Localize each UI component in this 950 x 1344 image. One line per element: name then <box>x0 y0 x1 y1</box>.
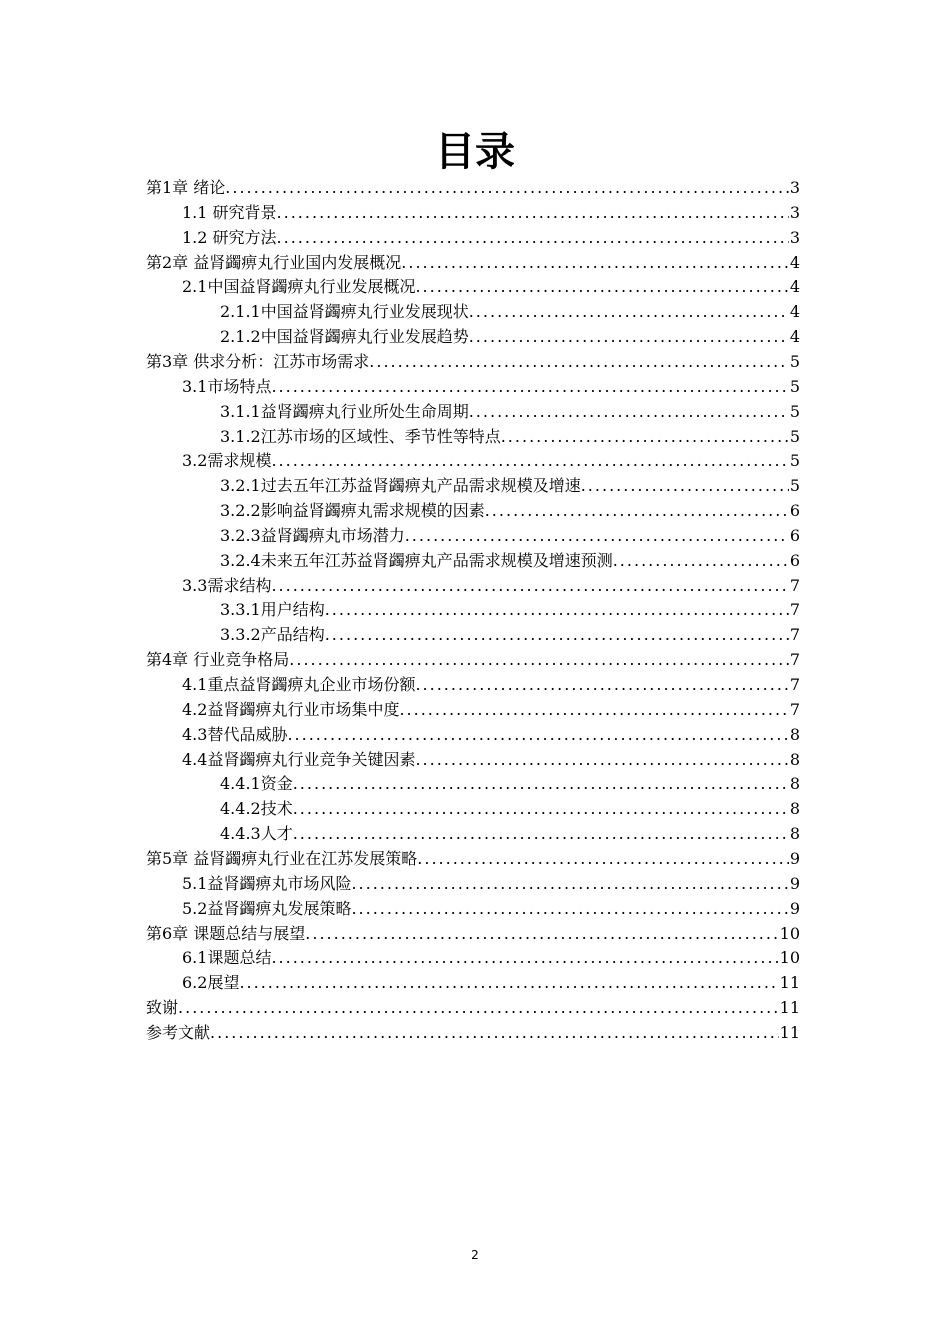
toc-entry-page: 3 <box>789 178 800 197</box>
dot-leader <box>613 549 789 573</box>
page-number: 2 <box>471 1248 479 1262</box>
toc-entry-label: 致谢 <box>146 998 179 1017</box>
toc-entry-label: 5.2益肾蠲痹丸发展策略 <box>182 899 352 918</box>
dot-leader <box>287 723 788 747</box>
dot-leader <box>277 226 789 250</box>
toc-entry[interactable] <box>146 1021 800 1045</box>
toc-entry[interactable] <box>182 897 800 921</box>
toc-entry-label: 4.4益肾蠲痹丸行业竞争关键因素 <box>182 750 416 769</box>
toc-entry[interactable] <box>146 176 800 200</box>
toc-entry-label: 4.4.1资金 <box>220 774 293 793</box>
toc-entry-label: 3.3需求结构 <box>182 576 272 595</box>
toc-entry[interactable] <box>220 474 800 498</box>
dot-leader <box>293 822 789 846</box>
toc-entry-label: 3.2.2影响益肾蠲痹丸需求规模的因素 <box>220 501 485 520</box>
dot-leader <box>271 449 788 473</box>
toc-entry-page: 11 <box>779 973 800 992</box>
toc-entry[interactable] <box>182 748 800 772</box>
toc-entry-page: 6 <box>789 526 800 545</box>
toc-entry-label: 第2章 益肾蠲痹丸行业国内发展概况 <box>146 253 402 272</box>
toc-entry-page: 6 <box>789 501 800 520</box>
toc-entry-label: 3.3.1用户结构 <box>220 600 325 619</box>
toc-entry-page: 7 <box>789 576 800 595</box>
toc-entry[interactable] <box>220 772 800 796</box>
toc-entry-page: 7 <box>789 625 800 644</box>
dot-leader <box>325 598 789 622</box>
toc-entry-label: 第1章 绪论 <box>146 178 226 197</box>
toc-entry-label: 第3章 供求分析：江苏市场需求 <box>146 352 370 371</box>
toc-entry[interactable] <box>220 325 800 349</box>
toc-entry[interactable] <box>182 201 800 225</box>
toc-entry-page: 7 <box>789 675 800 694</box>
toc-entry-label: 3.2.1过去五年江苏益肾蠲痹丸产品需求规模及增速 <box>220 476 581 495</box>
dot-leader <box>405 524 789 548</box>
toc-entry-page: 5 <box>789 377 800 396</box>
toc-entry[interactable] <box>220 300 800 324</box>
dot-leader <box>581 474 789 498</box>
toc-entry[interactable] <box>146 922 800 946</box>
toc-entry[interactable] <box>182 698 800 722</box>
toc-entry-page: 11 <box>779 1023 800 1042</box>
toc-entry-page: 8 <box>789 799 800 818</box>
toc-entry-label: 1.2 研究方法 <box>182 228 277 247</box>
toc-entry-label: 6.1课题总结 <box>182 948 272 967</box>
dot-leader <box>369 350 789 374</box>
toc-entry[interactable] <box>182 946 800 970</box>
dot-leader <box>271 375 788 399</box>
dot-leader <box>415 673 788 697</box>
toc-entry-label: 3.1市场特点 <box>182 377 272 396</box>
toc-entry-page: 4 <box>789 277 800 296</box>
toc-entry-page: 5 <box>789 427 800 446</box>
toc-entry-page: 9 <box>789 899 800 918</box>
toc-entry-label: 4.2益肾蠲痹丸行业市场集中度 <box>182 700 400 719</box>
toc-entry-label: 3.1.1益肾蠲痹丸行业所处生命周期 <box>220 402 469 421</box>
toc-entry-label: 4.4.2技术 <box>220 799 293 818</box>
dot-leader <box>417 847 789 871</box>
toc-entry[interactable] <box>146 251 800 275</box>
toc-entry[interactable] <box>182 872 800 896</box>
toc-entry[interactable] <box>220 623 800 647</box>
toc-entry-label: 3.1.2江苏市场的区域性、季节性等特点 <box>220 427 501 446</box>
toc-entry-label: 1.1 研究背景 <box>182 203 277 222</box>
toc-entry[interactable] <box>182 723 800 747</box>
toc-entry-label: 3.2需求规模 <box>182 451 272 470</box>
dot-leader <box>351 872 788 896</box>
dot-leader <box>225 176 789 200</box>
dot-leader <box>325 623 789 647</box>
toc-entry-page: 11 <box>779 998 800 1017</box>
dot-leader <box>415 748 788 772</box>
dot-leader <box>501 425 789 449</box>
page-title: 目录 <box>435 129 515 175</box>
toc-entry-label: 3.3.2产品结构 <box>220 625 325 644</box>
toc-entry-page: 8 <box>789 774 800 793</box>
dot-leader <box>485 499 789 523</box>
toc-entry-page: 6 <box>789 551 800 570</box>
toc-entry-label: 3.2.4未来五年江苏益肾蠲痹丸产品需求规模及增速预测 <box>220 551 613 570</box>
dot-leader <box>399 698 788 722</box>
toc-entry[interactable] <box>220 400 800 424</box>
toc-entry-label: 4.4.3人才 <box>220 824 293 843</box>
toc-entry[interactable] <box>146 847 800 871</box>
toc-entry-label: 2.1中国益肾蠲痹丸行业发展概况 <box>182 277 416 296</box>
toc-entry-page: 9 <box>789 874 800 893</box>
toc-entry[interactable] <box>182 673 800 697</box>
toc-entry-page: 4 <box>789 327 800 346</box>
dot-leader <box>178 996 779 1020</box>
toc-entry[interactable] <box>146 996 800 1020</box>
toc-entry[interactable] <box>146 350 800 374</box>
dot-leader <box>293 772 789 796</box>
toc-entry[interactable] <box>220 425 800 449</box>
toc-entry-page: 5 <box>789 402 800 421</box>
toc-entry-page: 3 <box>789 203 800 222</box>
toc-entry-page: 7 <box>789 700 800 719</box>
toc-entry-page: 3 <box>789 228 800 247</box>
toc-entry[interactable] <box>182 375 800 399</box>
dot-leader <box>271 946 778 970</box>
toc-entry[interactable] <box>182 275 800 299</box>
dot-leader <box>305 922 778 946</box>
dot-leader <box>293 797 789 821</box>
toc-entry-page: 10 <box>779 924 800 943</box>
dot-leader <box>469 400 789 424</box>
toc-entry-page: 9 <box>789 849 800 868</box>
toc-entry-label: 4.1重点益肾蠲痹丸企业市场份额 <box>182 675 416 694</box>
dot-leader <box>239 971 778 995</box>
dot-leader <box>469 300 789 324</box>
toc-entry-page: 4 <box>789 253 800 272</box>
toc-entry[interactable] <box>220 524 800 548</box>
toc-entry-page: 8 <box>789 750 800 769</box>
dot-leader <box>271 574 788 598</box>
toc-entry-label: 3.2.3益肾蠲痹丸市场潜力 <box>220 526 405 545</box>
toc-entry-label: 4.3替代品威胁 <box>182 725 288 744</box>
toc-entry-page: 4 <box>789 302 800 321</box>
toc-entry[interactable] <box>220 549 800 573</box>
dot-leader <box>277 201 789 225</box>
dot-leader <box>351 897 788 921</box>
toc-entry-page: 5 <box>789 476 800 495</box>
toc-entry-label: 参考文献 <box>146 1023 211 1042</box>
toc-entry-label: 5.1益肾蠲痹丸市场风险 <box>182 874 352 893</box>
dot-leader <box>415 275 788 299</box>
toc-entry[interactable] <box>182 574 800 598</box>
dot-leader <box>469 325 789 349</box>
dot-leader <box>210 1021 779 1045</box>
toc-entry-label: 第4章 行业竞争格局 <box>146 650 290 669</box>
toc-entry[interactable] <box>182 226 800 250</box>
toc-entry-label: 2.1.1中国益肾蠲痹丸行业发展现状 <box>220 302 469 321</box>
toc-entry-page: 10 <box>779 948 800 967</box>
dot-leader <box>289 648 789 672</box>
toc-entry-label: 第6章 课题总结与展望 <box>146 924 306 943</box>
toc-entry-page: 8 <box>789 725 800 744</box>
toc-entry-page: 8 <box>789 824 800 843</box>
toc-entry-page: 5 <box>789 451 800 470</box>
toc-entry-label: 第5章 益肾蠲痹丸行业在江苏发展策略 <box>146 849 418 868</box>
toc-entry-label: 2.1.2中国益肾蠲痹丸行业发展趋势 <box>220 327 469 346</box>
dot-leader <box>401 251 789 275</box>
toc-entry[interactable] <box>182 971 800 995</box>
toc-entry[interactable] <box>220 797 800 821</box>
toc-entry-label: 6.2展望 <box>182 973 240 992</box>
toc-entry-page: 7 <box>789 650 800 669</box>
toc-entry-page: 5 <box>789 352 800 371</box>
toc-entry-page: 7 <box>789 600 800 619</box>
toc-entry[interactable] <box>146 648 800 672</box>
toc-entry[interactable] <box>220 598 800 622</box>
toc-entry[interactable] <box>220 822 800 846</box>
toc-entry[interactable] <box>220 499 800 523</box>
toc-entry[interactable] <box>182 449 800 473</box>
